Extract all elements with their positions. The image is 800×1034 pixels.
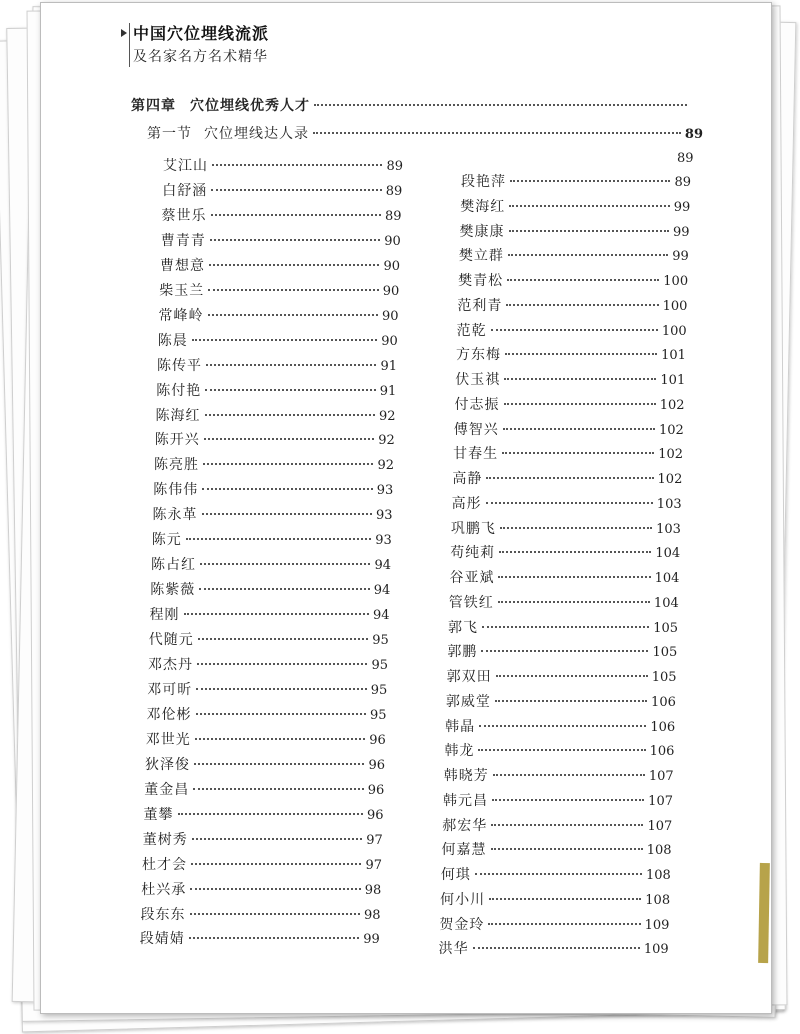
leader-dots	[473, 947, 640, 949]
entry-name: 洪华	[438, 941, 469, 958]
entry-page: 92	[378, 433, 395, 449]
entry-page: 97	[365, 857, 382, 873]
entry-page: 91	[380, 358, 397, 374]
entry-name: 段东东	[140, 906, 186, 923]
leader-dots	[184, 613, 369, 615]
entry-name: 艾江山	[163, 158, 208, 174]
toc-entry	[455, 394, 685, 414]
leader-dots	[313, 132, 681, 134]
entry-name: 曹青青	[160, 232, 206, 249]
toc-entry	[147, 679, 387, 699]
toc-entry	[442, 815, 672, 835]
entry-name: 巩鹏飞	[450, 520, 496, 537]
leader-dots	[196, 688, 366, 690]
entry-name: 何小川	[440, 891, 486, 908]
leader-dots	[479, 725, 646, 727]
entry-page: 97	[366, 832, 383, 848]
entry-name: 甘春生	[453, 446, 499, 463]
toc-entry	[141, 904, 381, 924]
leader-dots	[491, 329, 658, 331]
leader-dots	[486, 477, 653, 479]
toc-entry	[156, 405, 396, 425]
leader-dots	[478, 749, 645, 751]
toc-entry	[144, 804, 384, 824]
entry-page: 93	[375, 508, 393, 524]
toc-entry	[141, 879, 381, 899]
toc-entry	[454, 419, 684, 439]
toc-entry	[156, 380, 396, 400]
entry-name: 樊康康	[459, 223, 505, 240]
entry-name: 陈晨	[157, 332, 188, 349]
leader-dots	[208, 314, 378, 316]
leader-dots	[195, 738, 365, 740]
section-label: 第一节	[147, 126, 192, 142]
entry-page: 106	[650, 719, 676, 735]
entry-name: 董金昌	[144, 781, 190, 798]
entry-name: 高静	[452, 471, 483, 487]
entry-page: 100	[662, 298, 688, 314]
entry-page: 90	[381, 333, 398, 349]
leader-dots	[189, 937, 359, 939]
entry-page: 106	[649, 744, 675, 760]
entry-page: 101	[660, 373, 686, 388]
toc-entry	[154, 454, 394, 474]
toc-entry	[442, 839, 672, 859]
entry-page: 107	[647, 818, 673, 834]
toc-entry	[441, 864, 671, 884]
leader-dots	[491, 848, 643, 850]
leader-dots	[509, 230, 669, 232]
leader-dots	[482, 626, 649, 628]
entry-page: 108	[645, 892, 671, 908]
toc-entry	[149, 629, 389, 649]
entry-page: 95	[369, 707, 387, 723]
section-page: 89	[684, 127, 703, 142]
entry-page: 103	[656, 496, 682, 512]
entry-name: 陈伟伟	[153, 482, 199, 499]
toc-entry	[448, 617, 678, 637]
leader-dots	[190, 913, 360, 915]
toc-entry	[458, 270, 688, 290]
leader-dots	[209, 264, 379, 266]
entry-name: 樊立群	[458, 248, 504, 265]
entry-page: 92	[377, 458, 394, 474]
entry-page: 90	[382, 283, 400, 299]
toc-entry	[440, 889, 670, 909]
entry-name: 白舒涵	[162, 182, 208, 199]
running-header	[133, 21, 269, 66]
section-title: 穴位埋线达人录	[204, 126, 309, 142]
entry-page: 99	[673, 199, 691, 215]
entry-page: 94	[372, 608, 390, 624]
entry-name: 狄泽俊	[145, 756, 190, 773]
entry-page: 102	[657, 472, 683, 487]
entry-name: 杜才会	[142, 856, 187, 873]
entry-name: 陈元	[151, 532, 182, 549]
entry-name: 管铁红	[448, 594, 494, 611]
leader-dots	[488, 923, 640, 925]
toc-entry	[162, 205, 402, 225]
toc-entry	[449, 592, 679, 612]
entry-name: 郭双田	[446, 669, 492, 685]
entry-name: 董攀	[143, 806, 174, 823]
entry-name: 樊青松	[458, 273, 504, 289]
leader-dots	[509, 205, 669, 207]
toc-entry	[447, 641, 677, 661]
leader-dots	[208, 289, 378, 291]
leader-dots	[498, 576, 650, 578]
entry-page: 96	[366, 807, 384, 823]
entry-page: 102	[658, 447, 684, 463]
header-rule	[129, 23, 130, 67]
entry-page: 95	[372, 633, 389, 649]
leader-dots	[186, 538, 371, 540]
toc-entry	[142, 854, 382, 874]
entry-name: 段婧婧	[139, 931, 185, 948]
entry-name: 樊海红	[460, 198, 506, 215]
entry-page: 105	[652, 645, 678, 661]
toc-entry	[459, 245, 689, 265]
entry-name: 付志振	[454, 396, 500, 413]
entry-page: 96	[368, 757, 385, 773]
leader-dots	[190, 888, 360, 890]
header-marker-icon	[121, 29, 127, 37]
entry-page: 89	[677, 151, 694, 166]
leader-dots	[507, 279, 659, 281]
toc-entry	[444, 765, 674, 785]
entry-name: 郭飞	[448, 619, 479, 636]
entry-page: 108	[646, 868, 671, 883]
entry-name: 陈紫薇	[150, 582, 196, 599]
entry-name: 陈占红	[151, 557, 196, 574]
entry-page: 99	[673, 224, 690, 240]
entry-page: 91	[379, 383, 397, 399]
toc-entry	[457, 320, 687, 340]
entry-page: 89	[384, 208, 402, 224]
entry-name: 方东梅	[455, 347, 501, 364]
leader-dots	[197, 663, 367, 665]
toc-entry	[148, 654, 388, 674]
entry-page: 99	[672, 249, 689, 265]
leader-dots	[194, 763, 364, 765]
toc-entry	[152, 529, 392, 549]
entry-name: 郭鹏	[447, 644, 478, 661]
entry-page: 102	[658, 422, 684, 438]
leader-dots	[505, 353, 657, 355]
toc-entry	[140, 928, 380, 948]
entry-name: 韩晶	[445, 718, 476, 735]
entry-page: 95	[371, 658, 388, 673]
entry-page: 99	[363, 932, 380, 948]
entry-name: 韩元昌	[443, 792, 488, 809]
leader-dots	[210, 239, 380, 241]
leader-dots	[499, 551, 651, 553]
entry-page: 109	[644, 917, 670, 933]
toc-entry	[145, 754, 385, 774]
entry-name: 傅智兴	[453, 421, 499, 438]
leader-dots	[192, 838, 362, 840]
header-title: 中国穴位埋线流派	[133, 24, 270, 43]
entry-page: 90	[383, 258, 400, 274]
entry-name: 郭威堂	[445, 693, 491, 710]
toc-entry	[155, 429, 395, 449]
leader-dots	[506, 304, 658, 306]
leader-dots	[196, 713, 366, 715]
entry-page: 104	[655, 546, 681, 562]
toc-entry	[443, 790, 673, 810]
entry-page: 108	[646, 843, 672, 859]
toc-entry	[150, 604, 390, 624]
entry-name: 伏玉祺	[455, 372, 501, 388]
entry-page: 93	[376, 483, 394, 499]
entry-page: 89	[386, 159, 403, 174]
entry-name: 程刚	[149, 607, 180, 624]
toc-entry	[153, 479, 393, 499]
entry-page: 105	[653, 620, 679, 636]
leader-dots	[212, 164, 382, 166]
entry-page: 90	[384, 233, 401, 249]
entry-name: 陈永革	[152, 507, 198, 524]
toc-entry	[162, 180, 402, 200]
entry-name: 范利青	[457, 297, 503, 314]
toc-entry	[445, 716, 675, 736]
entry-name: 蔡世乐	[161, 207, 207, 224]
toc-entry	[146, 729, 386, 749]
leader-dots	[193, 788, 363, 790]
entry-name: 邓杰丹	[148, 657, 193, 673]
entry-name: 邓世光	[145, 731, 191, 748]
toc-page	[40, 2, 772, 1014]
leader-dots	[475, 873, 642, 875]
chapter-title: 穴位埋线优秀人才	[190, 98, 310, 114]
entry-name: 代随元	[148, 632, 194, 649]
entry-page: 96	[369, 732, 386, 748]
entry-name: 曹想意	[160, 257, 205, 274]
leader-dots	[504, 403, 656, 405]
leader-dots	[211, 189, 381, 191]
entry-name: 杜兴承	[141, 881, 187, 898]
toc-entry	[449, 567, 679, 587]
entry-page: 100	[663, 274, 689, 289]
leader-dots	[496, 675, 648, 677]
leader-dots	[202, 488, 372, 490]
entry-name: 陈亮胜	[154, 457, 199, 474]
entry-name: 何嘉慧	[441, 842, 487, 859]
entry-page: 102	[659, 397, 685, 413]
entry-page: 101	[661, 348, 686, 364]
toc-entry	[163, 155, 403, 175]
entry-name: 高彤	[451, 495, 482, 512]
leader-dots	[491, 824, 643, 826]
toc-entry	[159, 280, 399, 300]
leader-dots	[198, 638, 368, 640]
leader-dots	[178, 813, 363, 815]
leader-dots	[202, 513, 372, 515]
leader-dots	[495, 700, 647, 702]
leader-dots	[481, 650, 648, 652]
entry-name: 苟纯莉	[450, 545, 496, 562]
entry-page: 89	[674, 175, 691, 190]
leader-dots	[493, 774, 645, 776]
leader-dots	[510, 180, 670, 182]
entry-page: 96	[367, 782, 385, 798]
toc-entry	[444, 740, 674, 760]
entry-name: 陈开兴	[154, 432, 200, 449]
entry-page: 95	[370, 682, 388, 698]
toc-entry	[460, 196, 690, 216]
leader-dots	[191, 863, 361, 865]
entry-page: 90	[381, 308, 399, 324]
toc-entry	[446, 691, 676, 711]
leader-dots	[206, 364, 376, 366]
leader-dots	[503, 428, 655, 430]
toc-entry	[157, 355, 397, 375]
toc-chapter	[131, 95, 691, 115]
entry-name: 贺金玲	[439, 916, 485, 933]
entry-page: 107	[648, 769, 674, 784]
leader-dots	[204, 438, 374, 440]
entry-page: 106	[651, 694, 676, 710]
entry-page: 104	[653, 595, 679, 611]
leader-dots	[498, 601, 650, 603]
entry-name: 邓可昕	[147, 681, 193, 698]
entry-page: 98	[363, 907, 381, 923]
entry-page: 89	[385, 183, 403, 199]
entry-name: 陈传平	[157, 357, 202, 374]
toc-entry	[147, 704, 387, 724]
toc-entry	[451, 518, 681, 538]
entry-page: 107	[648, 793, 673, 809]
chapter-label: 第四章	[131, 98, 176, 114]
leader-dots	[489, 898, 641, 900]
leader-dots	[203, 463, 373, 465]
entry-page: 105	[651, 670, 677, 685]
entry-name: 何琪	[440, 867, 471, 883]
toc-entry	[461, 171, 691, 191]
entry-name: 陈付艳	[156, 382, 202, 399]
toc-entry	[456, 344, 686, 364]
toc-entry	[460, 221, 690, 241]
toc-entry	[450, 542, 680, 562]
toc-entry	[452, 468, 682, 488]
toc-entry	[150, 579, 390, 599]
leader-dots	[486, 502, 653, 504]
leader-dots	[205, 414, 375, 416]
entry-name: 柴玉兰	[159, 282, 205, 299]
leader-dots	[205, 389, 375, 391]
entry-page: 103	[656, 521, 681, 537]
toc-entry	[457, 295, 687, 315]
leader-dots	[200, 563, 370, 565]
toc-entry-page-extra	[677, 151, 694, 166]
leader-dots	[502, 452, 654, 454]
entry-page: 100	[661, 323, 687, 339]
leader-dots	[211, 214, 381, 216]
entry-name: 常峰岭	[158, 307, 204, 324]
entry-name: 韩晓芳	[443, 768, 489, 784]
entry-page: 104	[654, 571, 680, 586]
toc-entry	[158, 330, 398, 350]
entry-page: 109	[643, 942, 669, 958]
entry-page: 92	[378, 408, 396, 424]
entry-page: 93	[375, 533, 392, 549]
leader-dots	[492, 799, 644, 801]
leader-dots	[192, 339, 377, 341]
entry-name: 董树秀	[142, 831, 188, 848]
entry-name: 郝宏华	[442, 817, 488, 834]
header-subtitle: 及名家名方名术精华	[133, 49, 268, 65]
toc-entry	[447, 666, 677, 686]
toc-entry	[143, 829, 383, 849]
entry-name: 邓伦彬	[146, 706, 192, 723]
toc-entry	[452, 493, 682, 513]
toc-entry	[153, 504, 393, 524]
toc-entry	[160, 255, 400, 275]
leader-dots	[504, 378, 656, 380]
leader-dots	[500, 527, 652, 529]
page-edge-strip	[758, 863, 770, 963]
toc-section	[147, 123, 703, 143]
entry-page: 94	[373, 583, 391, 599]
toc-entry	[455, 369, 685, 389]
leader-dots	[199, 588, 369, 590]
toc-entry	[151, 554, 391, 574]
entry-name: 韩龙	[444, 743, 475, 760]
entry-name: 谷亚斌	[449, 570, 495, 586]
entry-name: 段艳萍	[461, 174, 506, 190]
entry-name: 范乾	[456, 322, 487, 339]
leader-dots	[508, 254, 668, 256]
entry-page: 98	[364, 882, 382, 898]
toc-entry	[159, 305, 399, 325]
toc-entry	[161, 230, 401, 250]
toc-entry	[144, 779, 384, 799]
toc-entry	[439, 938, 669, 958]
toc-entry	[439, 914, 669, 934]
leader-dots	[314, 104, 687, 106]
entry-name: 陈海红	[155, 407, 201, 424]
toc-entry	[453, 443, 683, 463]
entry-page: 94	[374, 558, 391, 574]
